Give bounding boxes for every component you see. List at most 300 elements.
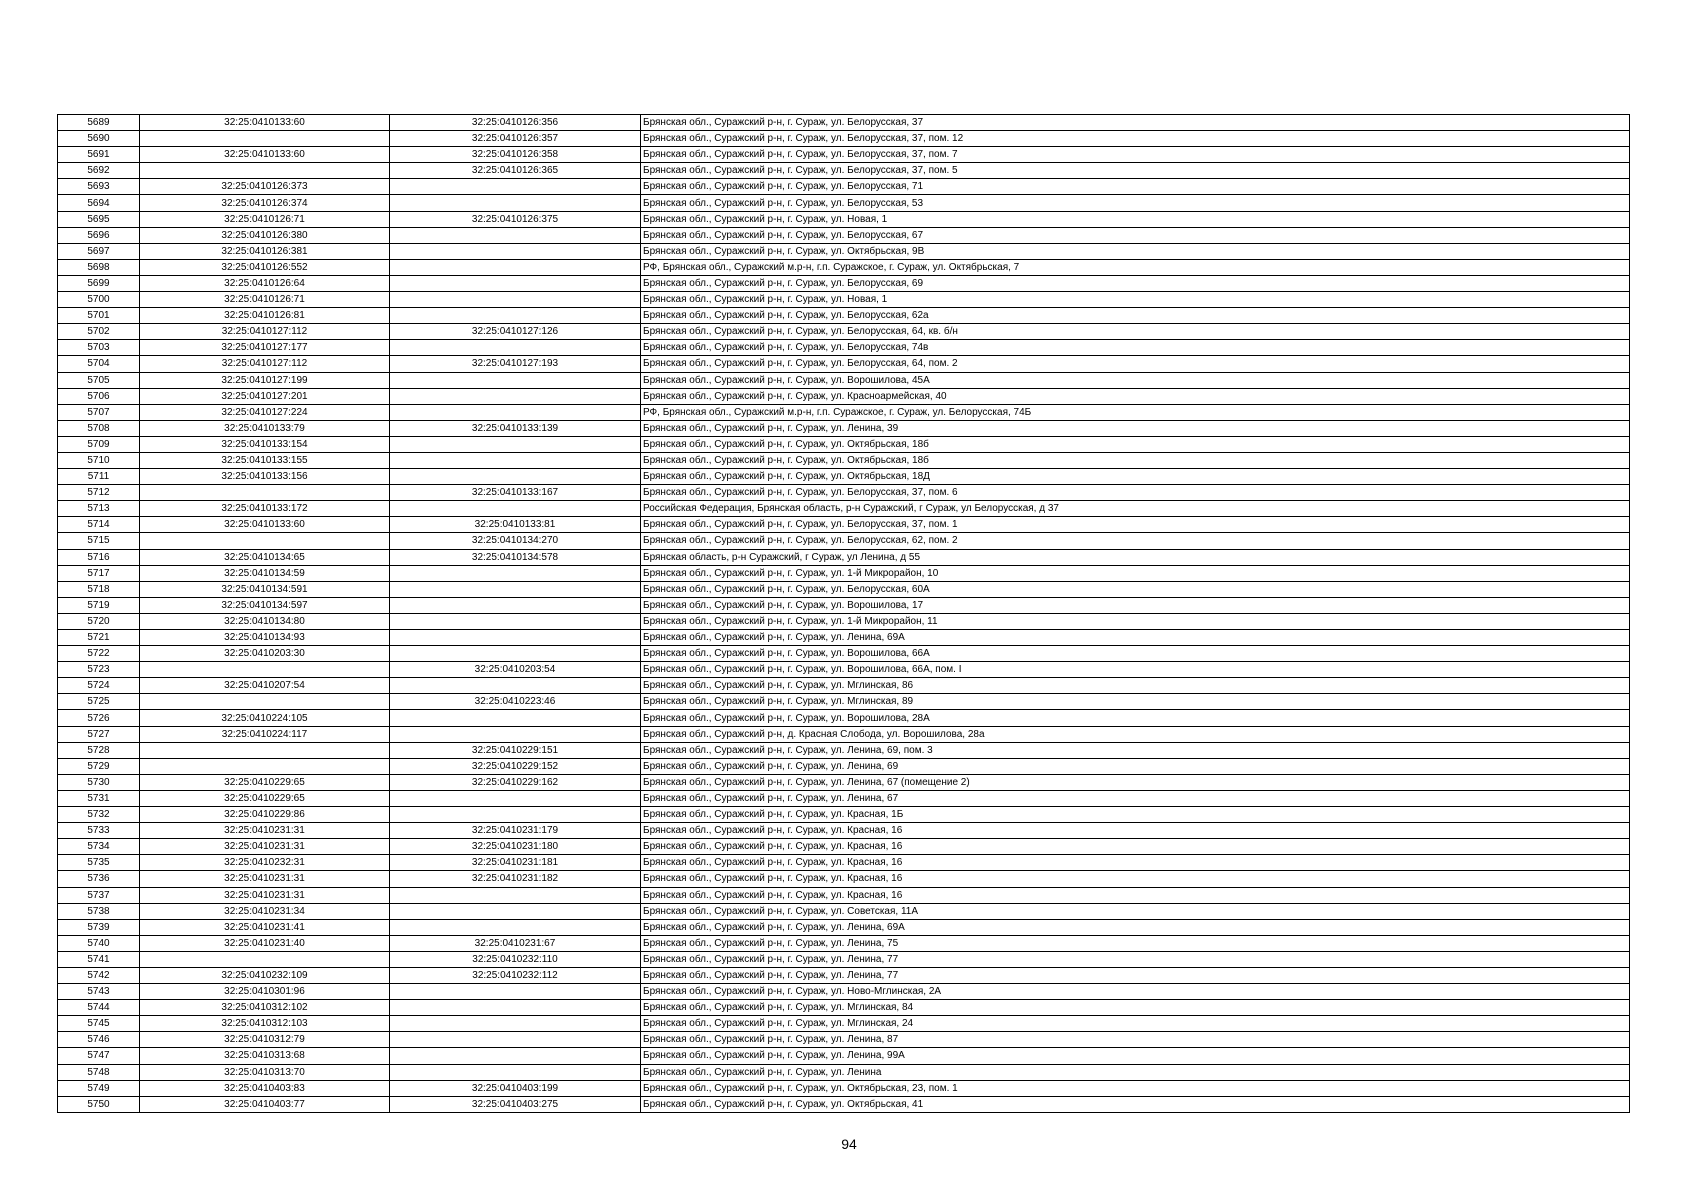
object-cadastral-number-cell: 32:25:0410229:162 — [390, 774, 641, 790]
address-cell: Брянская обл., Суражский р-н, г. Сураж, ул. Мглинская, 84 — [641, 1000, 1630, 1016]
parcel-cadastral-number-cell: 32:25:0410231:41 — [140, 919, 390, 935]
row-number-cell: 5707 — [58, 404, 140, 420]
row-number-cell: 5717 — [58, 565, 140, 581]
object-cadastral-number-cell: 32:25:0410133:167 — [390, 485, 641, 501]
object-cadastral-number-cell — [390, 372, 641, 388]
table-row — [58, 581, 1630, 597]
address-cell: Российская Федерация, Брянская область, р-н Суражский, г Сураж, ул Белорусская, д 37 — [641, 501, 1630, 517]
parcel-cadastral-number-cell: 32:25:0410133:172 — [140, 501, 390, 517]
table-row — [58, 179, 1630, 195]
address-cell: Брянская обл., Суражский р-н, г. Сураж, ул. Ворошилова, 28А — [641, 710, 1630, 726]
parcel-cadastral-number-cell: 32:25:0410134:80 — [140, 613, 390, 629]
parcel-cadastral-number-cell: 32:25:0410231:31 — [140, 823, 390, 839]
object-cadastral-number-cell — [390, 259, 641, 275]
address-cell: Брянская обл., Суражский р-н, г. Сураж, ул. Ленина, 39 — [641, 420, 1630, 436]
table-row — [58, 227, 1630, 243]
object-cadastral-number-cell: 32:25:0410126:358 — [390, 147, 641, 163]
row-number-cell: 5746 — [58, 1032, 140, 1048]
table-row — [58, 630, 1630, 646]
address-cell: Брянская обл., Суражский р-н, г. Сураж, ул. Ворошилова, 66А — [641, 646, 1630, 662]
parcel-cadastral-number-cell: 32:25:0410224:117 — [140, 726, 390, 742]
row-number-cell: 5710 — [58, 452, 140, 468]
cadastral-table — [57, 114, 1630, 1113]
object-cadastral-number-cell — [390, 613, 641, 629]
address-cell: Брянская обл., Суражский р-н, г. Сураж, ул. Белорусская, 64, кв. б/н — [641, 324, 1630, 340]
object-cadastral-number-cell — [390, 404, 641, 420]
table-row — [58, 807, 1630, 823]
object-cadastral-number-cell: 32:25:0410223:46 — [390, 694, 641, 710]
address-cell: Брянская обл., Суражский р-н, г. Сураж, ул. Белорусская, 37, пом. 12 — [641, 131, 1630, 147]
row-number-cell: 5743 — [58, 984, 140, 1000]
row-number-cell: 5694 — [58, 195, 140, 211]
parcel-cadastral-number-cell: 32:25:0410312:103 — [140, 1016, 390, 1032]
address-cell: Брянская обл., Суражский р-н, г. Сураж, ул. Советская, 11А — [641, 903, 1630, 919]
address-cell: Брянская обл., Суражский р-н, г. Сураж, ул. Октябрьская, 41 — [641, 1096, 1630, 1112]
object-cadastral-number-cell: 32:25:0410134:270 — [390, 533, 641, 549]
object-cadastral-number-cell — [390, 646, 641, 662]
address-cell: Брянская обл., Суражский р-н, г. Сураж, ул. 1-й Микрорайон, 10 — [641, 565, 1630, 581]
row-number-cell: 5699 — [58, 275, 140, 291]
table-row — [58, 1064, 1630, 1080]
object-cadastral-number-cell: 32:25:0410203:54 — [390, 662, 641, 678]
row-number-cell: 5714 — [58, 517, 140, 533]
table-row — [58, 758, 1630, 774]
address-cell: Брянская обл., Суражский р-н, г. Сураж, ул. Октябрьская, 18б — [641, 452, 1630, 468]
object-cadastral-number-cell — [390, 903, 641, 919]
row-number-cell: 5702 — [58, 324, 140, 340]
row-number-cell: 5735 — [58, 855, 140, 871]
parcel-cadastral-number-cell: 32:25:0410134:65 — [140, 549, 390, 565]
row-number-cell: 5704 — [58, 356, 140, 372]
address-cell: Брянская обл., Суражский р-н, г. Сураж, ул. Белорусская, 67 — [641, 227, 1630, 243]
row-number-cell: 5726 — [58, 710, 140, 726]
object-cadastral-number-cell — [390, 195, 641, 211]
parcel-cadastral-number-cell: 32:25:0410126:81 — [140, 308, 390, 324]
table-row — [58, 501, 1630, 517]
parcel-cadastral-number-cell: 32:25:0410133:79 — [140, 420, 390, 436]
row-number-cell: 5697 — [58, 243, 140, 259]
table-row — [58, 163, 1630, 179]
table-row — [58, 533, 1630, 549]
object-cadastral-number-cell: 32:25:0410133:139 — [390, 420, 641, 436]
parcel-cadastral-number-cell: 32:25:0410127:177 — [140, 340, 390, 356]
row-number-cell: 5747 — [58, 1048, 140, 1064]
parcel-cadastral-number-cell: 32:25:0410126:64 — [140, 275, 390, 291]
object-cadastral-number-cell — [390, 1016, 641, 1032]
address-cell: Брянская обл., Суражский р-н, г. Сураж, ул. Белорусская, 53 — [641, 195, 1630, 211]
object-cadastral-number-cell: 32:25:0410403:199 — [390, 1080, 641, 1096]
object-cadastral-number-cell — [390, 1064, 641, 1080]
object-cadastral-number-cell — [390, 452, 641, 468]
address-cell: Брянская область, р-н Суражский, г Сураж, ул Ленина, д 55 — [641, 549, 1630, 565]
parcel-cadastral-number-cell: 32:25:0410133:60 — [140, 147, 390, 163]
table-row — [58, 871, 1630, 887]
row-number-cell: 5733 — [58, 823, 140, 839]
table-row — [58, 1096, 1630, 1112]
address-cell: Брянская обл., Суражский р-н, г. Сураж, ул. Белорусская, 37, пом. 6 — [641, 485, 1630, 501]
address-cell: Брянская обл., Суражский р-н, г. Сураж, ул. Красная, 16 — [641, 871, 1630, 887]
table-row — [58, 823, 1630, 839]
address-cell: Брянская обл., Суражский р-н, г. Сураж, ул. Октябрьская, 23, пом. 1 — [641, 1080, 1630, 1096]
table-row — [58, 887, 1630, 903]
object-cadastral-number-cell — [390, 275, 641, 291]
row-number-cell: 5693 — [58, 179, 140, 195]
object-cadastral-number-cell — [390, 469, 641, 485]
address-cell: Брянская обл., Суражский р-н, г. Сураж, ул. Ленина, 67 (помещение 2) — [641, 774, 1630, 790]
object-cadastral-number-cell — [390, 292, 641, 308]
object-cadastral-number-cell — [390, 807, 641, 823]
object-cadastral-number-cell: 32:25:0410231:182 — [390, 871, 641, 887]
address-cell: Брянская обл., Суражский р-н, г. Сураж, ул. Октябрьская, 18Д — [641, 469, 1630, 485]
table-row — [58, 855, 1630, 871]
row-number-cell: 5722 — [58, 646, 140, 662]
table-row — [58, 646, 1630, 662]
address-cell: Брянская обл., Суражский р-н, г. Сураж, ул. Ленина, 69 — [641, 758, 1630, 774]
object-cadastral-number-cell: 32:25:0410126:365 — [390, 163, 641, 179]
address-cell: Брянская обл., Суражский р-н, г. Сураж, ул. Белорусская, 74в — [641, 340, 1630, 356]
address-cell: Брянская обл., Суражский р-н, г. Сураж, ул. Ленина, 69А — [641, 919, 1630, 935]
table-row — [58, 597, 1630, 613]
row-number-cell: 5740 — [58, 935, 140, 951]
table-row — [58, 404, 1630, 420]
object-cadastral-number-cell — [390, 919, 641, 935]
parcel-cadastral-number-cell: 32:25:0410127:199 — [140, 372, 390, 388]
table-row — [58, 372, 1630, 388]
page-number: 94 — [841, 1136, 857, 1152]
address-cell: Брянская обл., Суражский р-н, г. Сураж, ул. Белорусская, 37, пом. 1 — [641, 517, 1630, 533]
object-cadastral-number-cell: 32:25:0410126:356 — [390, 115, 641, 131]
object-cadastral-number-cell — [390, 1048, 641, 1064]
table-row — [58, 115, 1630, 131]
table-row — [58, 967, 1630, 983]
table-row — [58, 308, 1630, 324]
address-cell: Брянская обл., Суражский р-н, г. Сураж, ул. Мглинская, 89 — [641, 694, 1630, 710]
parcel-cadastral-number-cell: 32:25:0410203:30 — [140, 646, 390, 662]
parcel-cadastral-number-cell: 32:25:0410232:109 — [140, 967, 390, 983]
table-row — [58, 356, 1630, 372]
object-cadastral-number-cell — [390, 887, 641, 903]
object-cadastral-number-cell: 32:25:0410231:179 — [390, 823, 641, 839]
table-row — [58, 195, 1630, 211]
table-row — [58, 549, 1630, 565]
table-row — [58, 1032, 1630, 1048]
row-number-cell: 5698 — [58, 259, 140, 275]
row-number-cell: 5715 — [58, 533, 140, 549]
parcel-cadastral-number-cell: 32:25:0410403:83 — [140, 1080, 390, 1096]
table-row — [58, 292, 1630, 308]
address-cell: РФ, Брянская обл., Суражский м.р-н, г.п. Суражское, г. Сураж, ул. Белорусская, 74Б — [641, 404, 1630, 420]
row-number-cell: 5718 — [58, 581, 140, 597]
object-cadastral-number-cell — [390, 1032, 641, 1048]
table-row — [58, 694, 1630, 710]
row-number-cell: 5742 — [58, 967, 140, 983]
object-cadastral-number-cell: 32:25:0410229:151 — [390, 742, 641, 758]
table-row — [58, 517, 1630, 533]
row-number-cell: 5750 — [58, 1096, 140, 1112]
row-number-cell: 5725 — [58, 694, 140, 710]
row-number-cell: 5736 — [58, 871, 140, 887]
address-cell: Брянская обл., Суражский р-н, г. Сураж, ул. Красная, 16 — [641, 887, 1630, 903]
row-number-cell: 5723 — [58, 662, 140, 678]
object-cadastral-number-cell — [390, 388, 641, 404]
table-row — [58, 726, 1630, 742]
table-row — [58, 131, 1630, 147]
table-row — [58, 243, 1630, 259]
table-row — [58, 903, 1630, 919]
object-cadastral-number-cell — [390, 308, 641, 324]
table-row — [58, 1080, 1630, 1096]
address-cell: Брянская обл., Суражский р-н, д. Красная Слобода, ул. Ворошилова, 28а — [641, 726, 1630, 742]
parcel-cadastral-number-cell: 32:25:0410231:34 — [140, 903, 390, 919]
object-cadastral-number-cell — [390, 726, 641, 742]
parcel-cadastral-number-cell — [140, 131, 390, 147]
row-number-cell: 5719 — [58, 597, 140, 613]
table-row — [58, 436, 1630, 452]
table-row — [58, 742, 1630, 758]
address-cell: Брянская обл., Суражский р-н, г. Сураж, ул. 1-й Микрорайон, 11 — [641, 613, 1630, 629]
parcel-cadastral-number-cell: 32:25:0410133:154 — [140, 436, 390, 452]
address-cell: Брянская обл., Суражский р-н, г. Сураж, ул. Ворошилова, 17 — [641, 597, 1630, 613]
table-row — [58, 388, 1630, 404]
parcel-cadastral-number-cell: 32:25:0410232:31 — [140, 855, 390, 871]
table-row — [58, 565, 1630, 581]
address-cell: Брянская обл., Суражский р-н, г. Сураж, ул. Ленина, 77 — [641, 967, 1630, 983]
address-cell: Брянская обл., Суражский р-н, г. Сураж, ул. Белорусская, 60А — [641, 581, 1630, 597]
row-number-cell: 5709 — [58, 436, 140, 452]
address-cell: Брянская обл., Суражский р-н, г. Сураж, ул. Мглинская, 86 — [641, 678, 1630, 694]
row-number-cell: 5749 — [58, 1080, 140, 1096]
row-number-cell: 5721 — [58, 630, 140, 646]
table-row — [58, 935, 1630, 951]
object-cadastral-number-cell — [390, 501, 641, 517]
row-number-cell: 5692 — [58, 163, 140, 179]
address-cell: Брянская обл., Суражский р-н, г. Сураж, ул. Красноармейская, 40 — [641, 388, 1630, 404]
row-number-cell: 5713 — [58, 501, 140, 517]
table-row — [58, 259, 1630, 275]
address-cell: Брянская обл., Суражский р-н, г. Сураж, ул. Ленина, 75 — [641, 935, 1630, 951]
parcel-cadastral-number-cell: 32:25:0410127:224 — [140, 404, 390, 420]
object-cadastral-number-cell: 32:25:0410127:193 — [390, 356, 641, 372]
object-cadastral-number-cell — [390, 678, 641, 694]
row-number-cell: 5691 — [58, 147, 140, 163]
parcel-cadastral-number-cell: 32:25:0410231:31 — [140, 887, 390, 903]
address-cell: Брянская обл., Суражский р-н, г. Сураж, ул. Белорусская, 37, пом. 5 — [641, 163, 1630, 179]
table-row — [58, 774, 1630, 790]
row-number-cell: 5748 — [58, 1064, 140, 1080]
parcel-cadastral-number-cell: 32:25:0410229:65 — [140, 774, 390, 790]
parcel-cadastral-number-cell: 32:25:0410134:93 — [140, 630, 390, 646]
row-number-cell: 5711 — [58, 469, 140, 485]
table-row — [58, 211, 1630, 227]
object-cadastral-number-cell: 32:25:0410231:181 — [390, 855, 641, 871]
row-number-cell: 5745 — [58, 1016, 140, 1032]
address-cell: Брянская обл., Суражский р-н, г. Сураж, ул. Белорусская, 71 — [641, 179, 1630, 195]
parcel-cadastral-number-cell — [140, 694, 390, 710]
parcel-cadastral-number-cell: 32:25:0410126:381 — [140, 243, 390, 259]
object-cadastral-number-cell: 32:25:0410229:152 — [390, 758, 641, 774]
address-cell: Брянская обл., Суражский р-н, г. Сураж, ул. Ленина, 77 — [641, 951, 1630, 967]
parcel-cadastral-number-cell: 32:25:0410312:79 — [140, 1032, 390, 1048]
table-row — [58, 984, 1630, 1000]
row-number-cell: 5690 — [58, 131, 140, 147]
parcel-cadastral-number-cell — [140, 951, 390, 967]
table-row — [58, 485, 1630, 501]
table-row — [58, 275, 1630, 291]
parcel-cadastral-number-cell: 32:25:0410126:71 — [140, 211, 390, 227]
object-cadastral-number-cell: 32:25:0410126:375 — [390, 211, 641, 227]
parcel-cadastral-number-cell: 32:25:0410133:60 — [140, 517, 390, 533]
object-cadastral-number-cell: 32:25:0410126:357 — [390, 131, 641, 147]
row-number-cell: 5706 — [58, 388, 140, 404]
object-cadastral-number-cell: 32:25:0410232:112 — [390, 967, 641, 983]
row-number-cell: 5744 — [58, 1000, 140, 1016]
row-number-cell: 5731 — [58, 790, 140, 806]
parcel-cadastral-number-cell — [140, 485, 390, 501]
address-cell: Брянская обл., Суражский р-н, г. Сураж, ул. Ленина, 69А — [641, 630, 1630, 646]
row-number-cell: 5716 — [58, 549, 140, 565]
address-cell: Брянская обл., Суражский р-н, г. Сураж, ул. Ново-Мглинская, 2А — [641, 984, 1630, 1000]
object-cadastral-number-cell: 32:25:0410134:578 — [390, 549, 641, 565]
parcel-cadastral-number-cell: 32:25:0410134:591 — [140, 581, 390, 597]
parcel-cadastral-number-cell — [140, 758, 390, 774]
object-cadastral-number-cell: 32:25:0410403:275 — [390, 1096, 641, 1112]
object-cadastral-number-cell: 32:25:0410133:81 — [390, 517, 641, 533]
address-cell: РФ, Брянская обл., Суражский м.р-н, г.п. Суражское, г. Сураж, ул. Октябрьская, 7 — [641, 259, 1630, 275]
table-row — [58, 951, 1630, 967]
address-cell: Брянская обл., Суражский р-н, г. Сураж, ул. Ленина, 99А — [641, 1048, 1630, 1064]
parcel-cadastral-number-cell: 32:25:0410126:374 — [140, 195, 390, 211]
object-cadastral-number-cell — [390, 581, 641, 597]
object-cadastral-number-cell: 32:25:0410231:67 — [390, 935, 641, 951]
object-cadastral-number-cell: 32:25:0410231:180 — [390, 839, 641, 855]
row-number-cell: 5720 — [58, 613, 140, 629]
parcel-cadastral-number-cell: 32:25:0410312:102 — [140, 1000, 390, 1016]
table-row — [58, 710, 1630, 726]
address-cell: Брянская обл., Суражский р-н, г. Сураж, ул. Ленина — [641, 1064, 1630, 1080]
parcel-cadastral-number-cell — [140, 662, 390, 678]
address-cell: Брянская обл., Суражский р-н, г. Сураж, ул. Красная, 16 — [641, 823, 1630, 839]
row-number-cell: 5703 — [58, 340, 140, 356]
object-cadastral-number-cell — [390, 1000, 641, 1016]
parcel-cadastral-number-cell: 32:25:0410126:373 — [140, 179, 390, 195]
row-number-cell: 5696 — [58, 227, 140, 243]
parcel-cadastral-number-cell: 32:25:0410207:54 — [140, 678, 390, 694]
table-row — [58, 147, 1630, 163]
address-cell: Брянская обл., Суражский р-н, г. Сураж, ул. Ворошилова, 66А, пом. I — [641, 662, 1630, 678]
address-cell: Брянская обл., Суражский р-н, г. Сураж, ул. Октябрьская, 9В — [641, 243, 1630, 259]
address-cell: Брянская обл., Суражский р-н, г. Сураж, ул. Ленина, 69, пом. 3 — [641, 742, 1630, 758]
address-cell: Брянская обл., Суражский р-н, г. Сураж, ул. Октябрьская, 18б — [641, 436, 1630, 452]
table-row — [58, 1016, 1630, 1032]
parcel-cadastral-number-cell: 32:25:0410127:112 — [140, 356, 390, 372]
object-cadastral-number-cell — [390, 179, 641, 195]
object-cadastral-number-cell — [390, 630, 641, 646]
parcel-cadastral-number-cell: 32:25:0410133:156 — [140, 469, 390, 485]
parcel-cadastral-number-cell: 32:25:0410231:31 — [140, 839, 390, 855]
parcel-cadastral-number-cell: 32:25:0410133:155 — [140, 452, 390, 468]
address-cell: Брянская обл., Суражский р-н, г. Сураж, ул. Белорусская, 37 — [641, 115, 1630, 131]
parcel-cadastral-number-cell: 32:25:0410231:31 — [140, 871, 390, 887]
address-cell: Брянская обл., Суражский р-н, г. Сураж, ул. Белорусская, 64, пом. 2 — [641, 356, 1630, 372]
table-row — [58, 678, 1630, 694]
parcel-cadastral-number-cell — [140, 533, 390, 549]
row-number-cell: 5705 — [58, 372, 140, 388]
row-number-cell: 5727 — [58, 726, 140, 742]
row-number-cell: 5732 — [58, 807, 140, 823]
table-row — [58, 839, 1630, 855]
address-cell: Брянская обл., Суражский р-н, г. Сураж, ул. Белорусская, 69 — [641, 275, 1630, 291]
object-cadastral-number-cell — [390, 340, 641, 356]
parcel-cadastral-number-cell: 32:25:0410134:59 — [140, 565, 390, 581]
parcel-cadastral-number-cell: 32:25:0410231:40 — [140, 935, 390, 951]
table-row — [58, 613, 1630, 629]
row-number-cell: 5729 — [58, 758, 140, 774]
row-number-cell: 5734 — [58, 839, 140, 855]
table-row — [58, 662, 1630, 678]
object-cadastral-number-cell — [390, 790, 641, 806]
row-number-cell: 5708 — [58, 420, 140, 436]
object-cadastral-number-cell — [390, 227, 641, 243]
parcel-cadastral-number-cell: 32:25:0410229:86 — [140, 807, 390, 823]
object-cadastral-number-cell — [390, 436, 641, 452]
parcel-cadastral-number-cell: 32:25:0410229:65 — [140, 790, 390, 806]
address-cell: Брянская обл., Суражский р-н, г. Сураж, ул. Новая, 1 — [641, 211, 1630, 227]
parcel-cadastral-number-cell: 32:25:0410403:77 — [140, 1096, 390, 1112]
row-number-cell: 5737 — [58, 887, 140, 903]
address-cell: Брянская обл., Суражский р-н, г. Сураж, ул. Красная, 16 — [641, 839, 1630, 855]
parcel-cadastral-number-cell: 32:25:0410127:112 — [140, 324, 390, 340]
table-row — [58, 420, 1630, 436]
object-cadastral-number-cell — [390, 597, 641, 613]
row-number-cell: 5739 — [58, 919, 140, 935]
table-row — [58, 790, 1630, 806]
table-row — [58, 469, 1630, 485]
table-row — [58, 919, 1630, 935]
parcel-cadastral-number-cell — [140, 742, 390, 758]
address-cell: Брянская обл., Суражский р-н, г. Сураж, ул. Красная, 16 — [641, 855, 1630, 871]
parcel-cadastral-number-cell: 32:25:0410126:71 — [140, 292, 390, 308]
parcel-cadastral-number-cell: 32:25:0410126:552 — [140, 259, 390, 275]
address-cell: Брянская обл., Суражский р-н, г. Сураж, ул. Белорусская, 37, пом. 7 — [641, 147, 1630, 163]
row-number-cell: 5724 — [58, 678, 140, 694]
object-cadastral-number-cell — [390, 243, 641, 259]
table-row — [58, 324, 1630, 340]
parcel-cadastral-number-cell: 32:25:0410301:96 — [140, 984, 390, 1000]
address-cell: Брянская обл., Суражский р-н, г. Сураж, ул. Ворошилова, 45А — [641, 372, 1630, 388]
table-row — [58, 452, 1630, 468]
parcel-cadastral-number-cell — [140, 163, 390, 179]
address-cell: Брянская обл., Суражский р-н, г. Сураж, ул. Белорусская, 62а — [641, 308, 1630, 324]
row-number-cell: 5695 — [58, 211, 140, 227]
row-number-cell: 5712 — [58, 485, 140, 501]
row-number-cell: 5738 — [58, 903, 140, 919]
parcel-cadastral-number-cell: 32:25:0410127:201 — [140, 388, 390, 404]
row-number-cell: 5728 — [58, 742, 140, 758]
row-number-cell: 5701 — [58, 308, 140, 324]
table-row — [58, 1048, 1630, 1064]
object-cadastral-number-cell — [390, 984, 641, 1000]
parcel-cadastral-number-cell: 32:25:0410313:70 — [140, 1064, 390, 1080]
table-row — [58, 340, 1630, 356]
object-cadastral-number-cell: 32:25:0410127:126 — [390, 324, 641, 340]
row-number-cell: 5741 — [58, 951, 140, 967]
object-cadastral-number-cell — [390, 710, 641, 726]
row-number-cell: 5700 — [58, 292, 140, 308]
address-cell: Брянская обл., Суражский р-н, г. Сураж, ул. Ленина, 67 — [641, 790, 1630, 806]
parcel-cadastral-number-cell: 32:25:0410224:105 — [140, 710, 390, 726]
row-number-cell: 5730 — [58, 774, 140, 790]
address-cell: Брянская обл., Суражский р-н, г. Сураж, ул. Белорусская, 62, пом. 2 — [641, 533, 1630, 549]
